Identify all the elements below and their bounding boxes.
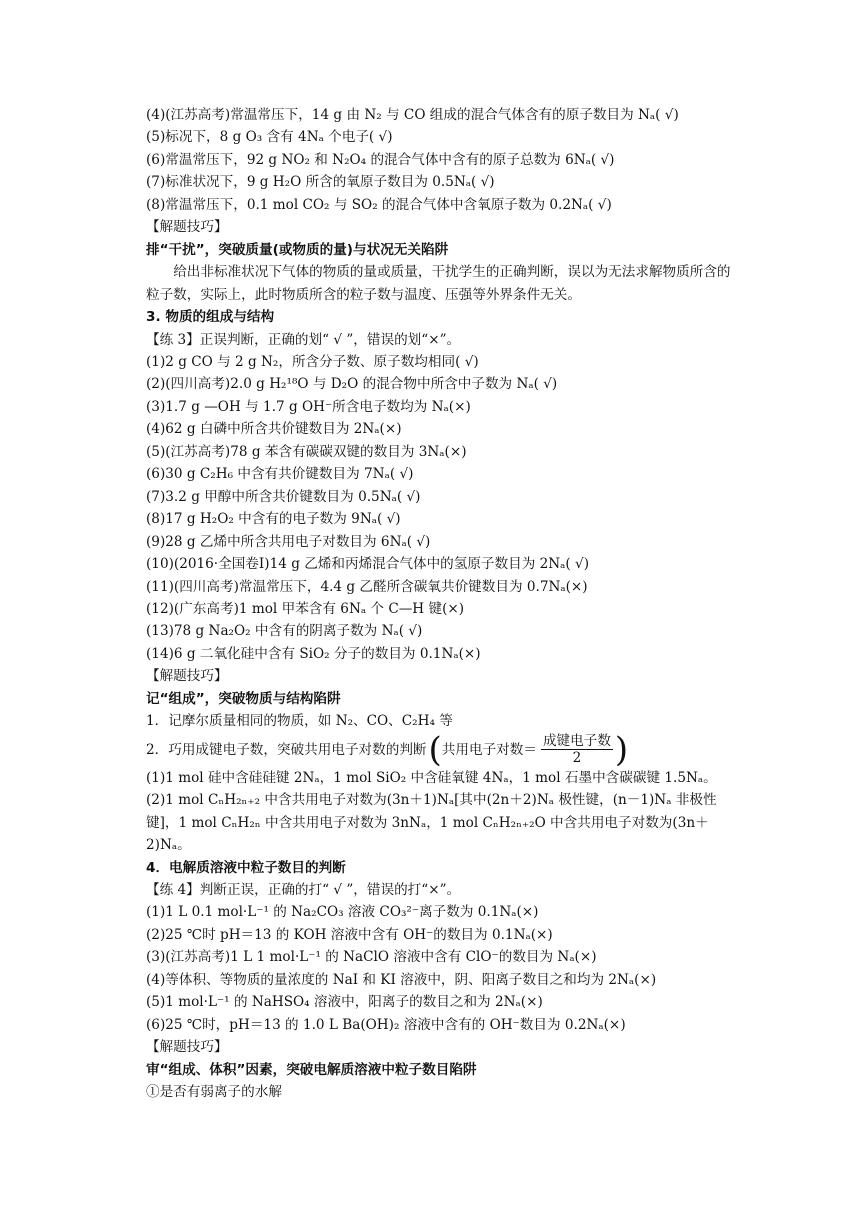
- text-line: (1)1 L 0.1 mol·L⁻¹ 的 Na₂CO₃ 溶液 CO₃²⁻离子数为 0.1Nₐ(×): [146, 904, 539, 921]
- fraction-numerator: 成键电子数: [542, 733, 611, 750]
- text-line: 1．记摩尔质量相同的物质，如 N₂、CO、C₂H₄ 等: [146, 713, 453, 730]
- content-block-2: [146, 767, 746, 1104]
- document-page: [146, 104, 746, 1103]
- text-line: 给出非标准状况下气体的物质的量或质量，干扰学生的正确判断，误以为无法求解物质所含的粒子数，实际上，此时物质所含的粒子数与温度、压强等外界条件无关。: [146, 264, 731, 303]
- text-line: (1)1 mol 硅中含硅硅键 2Nₐ，1 mol SiO₂ 中含硅氧键 4Nₐ，1 mol 石墨中含碳碳键 1.5Nₐ。: [146, 769, 717, 786]
- text-line: (4)62 g 白磷中所含共价键数目为 2Nₐ(×): [146, 421, 402, 438]
- text-line: (2)(四川高考)2.0 g H₂¹⁸O 与 D₂O 的混合物中所含中子数为 Nₐ( √): [146, 376, 558, 393]
- text-line: (3)1.7 g —OH 与 1.7 g OH⁻所含电子数均为 Nₐ(×): [146, 398, 471, 415]
- fraction-denominator: 2: [572, 750, 582, 767]
- left-paren: (: [428, 729, 442, 770]
- text-line: (9)28 g 乙烯中所含共用电子对数目为 6Nₐ( √): [146, 533, 431, 550]
- text-line: (8)常温常压下，0.1 mol CO₂ 与 SO₂ 的混合气体中含氧原子数为 0.2Nₐ( √): [146, 196, 612, 213]
- right-paren: ): [614, 729, 629, 770]
- text-line: (7)3.2 g 甲醇中所含共价键数目为 0.5Nₐ( √): [146, 488, 421, 505]
- section-heading: 排“干扰”，突破质量(或物质的量)与状况无关陷阱: [146, 241, 449, 258]
- text-line: (5)1 mol·L⁻¹ 的 NaHSO₄ 溶液中，阳离子的数目之和为 2Nₐ(×): [146, 994, 543, 1011]
- bond-pair-formula: [428, 729, 629, 770]
- text-line: (5)标况下，8 g O₃ 含有 4Nₐ 个电子( √): [146, 129, 393, 146]
- text-line: (4)(江苏高考)常温常压下，14 g 由 N₂ 与 CO 组成的混合气体含有的原子数目为 Nₐ( √): [146, 107, 679, 123]
- text-line: ①是否有弱离子的水解: [146, 1084, 282, 1101]
- text-line: (10)(2016·全国卷Ⅰ)14 g 乙烯和丙烯混合气体中的氢原子数目为 2Nₐ( √): [146, 556, 590, 573]
- text-line: (6)30 g C₂H₆ 中含有共价键数目为 7Nₐ( √): [146, 466, 414, 483]
- section-heading: 审“组成、体积”因素，突破电解质溶液中粒子数目陷阱: [146, 1061, 477, 1078]
- text-line: (5)(江苏高考)78 g 苯含有碳碳双键的数目为 3Nₐ(×): [146, 443, 467, 460]
- text-line: (13)78 g Na₂O₂ 中含有的阴离子数为 Nₐ( √): [146, 623, 423, 640]
- text-line: 【解题技巧】: [146, 668, 228, 685]
- tip-2-line: [146, 729, 746, 770]
- text-line: 【解题技巧】: [146, 219, 228, 236]
- text-line: (6)25 ℃时，pH＝13 的 1.0 L Ba(OH)₂ 溶液中含有的 OH⁻数目为 0.2Nₐ(×): [146, 1016, 626, 1033]
- text-line: 【解题技巧】: [146, 1039, 228, 1056]
- section-heading: 4．电解质溶液中粒子数目的判断: [146, 859, 346, 876]
- content-block-1: [146, 104, 746, 733]
- text-line: (2)1 mol CₙH₂ₙ₊₂ 中含共用电子对数为(3n＋1)Nₐ[其中(2n＋2)Nₐ 极性键，(n－1)Nₐ 非极性键]，1 mol CₙH₂ₙ 中含共用电子对数为 3nNₐ，1 mol CₙH₂ₙ₊₂O 中含共用电子对数为(3n＋2)Nₐ。: [146, 792, 717, 854]
- fraction: [541, 733, 613, 766]
- text-line: (4)等体积、等物质的量浓度的 NaI 和 KI 溶液中，阴、阳离子数目之和均为 2Nₐ(×): [146, 971, 657, 988]
- text-line: (1)2 g CO 与 2 g N₂，所含分子数、原子数均相同( √): [146, 353, 479, 370]
- tip-2-prefix: 2．巧用成键电子数，突破共用电子对数的判断: [146, 741, 427, 758]
- text-line: 【练 3】正误判断，正确的划“ √ ”，错误的划“×”。: [146, 331, 461, 348]
- text-line: (6)常温常压下，92 g NO₂ 和 N₂O₄ 的混合气体中含有的原子总数为 6Nₐ( √): [146, 151, 615, 168]
- text-line: (7)标准状况下，9 g H₂O 所含的氧原子数目为 0.5Nₐ( √): [146, 174, 495, 191]
- text-line: (8)17 g H₂O₂ 中含有的电子数为 9Nₐ( √): [146, 511, 401, 528]
- section-heading: 记“组成”，突破物质与结构陷阱: [146, 690, 341, 707]
- section-heading: 3. 物质的组成与结构: [146, 309, 275, 326]
- text-line: 【练 4】判断正误，正确的打“ √ ”，错误的打“×”。: [146, 881, 461, 898]
- text-line: (14)6 g 二氧化硅中含有 SiO₂ 分子的数目为 0.1Nₐ(×): [146, 645, 481, 662]
- text-line: (12)(广东高考)1 mol 甲苯含有 6Nₐ 个 C—H 键(×): [146, 600, 465, 617]
- text-line: (3)(江苏高考)1 L 1 mol·L⁻¹ 的 NaClO 溶液中含有 ClO⁻的数目为 Nₐ(×): [146, 949, 597, 966]
- formula-lhs: 共用电子对数＝: [441, 741, 537, 758]
- text-line: (2)25 ℃时 pH＝13 的 KOH 溶液中含有 OH⁻的数目为 0.1Nₐ(×): [146, 926, 553, 943]
- text-line: (11)(四川高考)常温常压下，4.4 g 乙醛所含碳氧共价键数目为 0.7Nₐ(×): [146, 578, 588, 595]
